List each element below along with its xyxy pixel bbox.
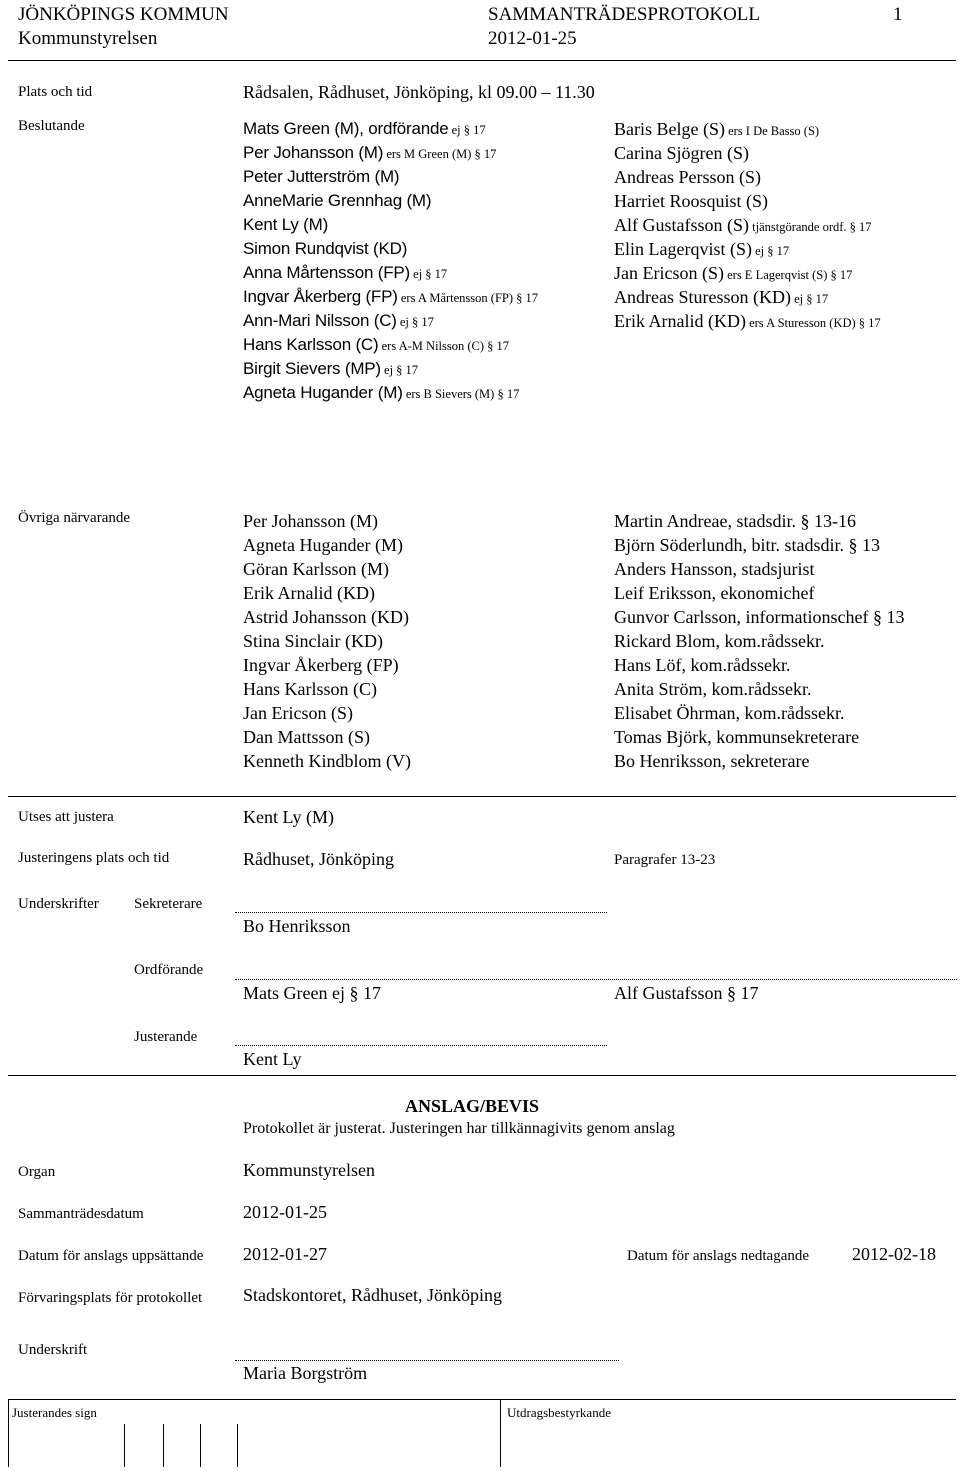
- person-name: Ann-Mari Nilsson (C): [243, 311, 397, 330]
- signatures-label: Underskrifter: [18, 896, 99, 912]
- chair-name-2: Alf Gustafsson § 17: [614, 983, 759, 1003]
- attendee: Leif Eriksson, ekonomichef: [614, 583, 815, 603]
- chair-role: Ordförande: [134, 962, 204, 978]
- person-name: Elin Lagerqvist (S): [614, 239, 752, 259]
- person-name: Agneta Hugander (M): [243, 383, 403, 402]
- person-name: Simon Rundqvist (KD): [243, 239, 408, 258]
- header-divider: [8, 60, 956, 61]
- attendee: Ingvar Åkerberg (FP): [243, 655, 399, 675]
- storage-label: Förvaringsplats för protokollet: [18, 1290, 203, 1306]
- adjust-place-value: Rådhuset, Jönköping: [243, 849, 394, 869]
- person-note: ej § 17: [410, 267, 448, 281]
- person-name: Kent Ly (M): [243, 215, 329, 234]
- footer-divider: [8, 1399, 956, 1400]
- decision-member: [614, 261, 881, 285]
- decision-label: Beslutande: [18, 118, 85, 134]
- footer-right-label: Utdragsbestyrkande: [507, 1405, 611, 1420]
- attendee: Dan Mattsson (S): [243, 727, 370, 747]
- signature-label: Underskrift: [18, 1342, 88, 1358]
- chair-name: Mats Green ej § 17: [243, 983, 381, 1003]
- decision-member: [243, 309, 538, 333]
- secretary-role: Sekreterare: [134, 896, 203, 912]
- person-note: ej § 17: [448, 123, 486, 137]
- adjuster-role: Justerande: [134, 1029, 198, 1045]
- paragraphs-label: Paragrafer 13-23: [614, 852, 716, 868]
- organ-label: Organ: [18, 1164, 56, 1180]
- person-note: ej § 17: [396, 315, 434, 329]
- footer-box-line: [8, 1399, 9, 1467]
- attendee: Hans Karlsson (C): [243, 679, 377, 699]
- others-right-list: [614, 509, 904, 773]
- meeting-date-label: Sammanträdesdatum: [18, 1206, 144, 1222]
- attendee: Astrid Johansson (KD): [243, 607, 409, 627]
- decision-member: [243, 237, 538, 261]
- person-name: Per Johansson (M): [243, 143, 384, 162]
- attendee: Hans Löf, kom.rådssekr.: [614, 655, 791, 675]
- meeting-date: 2012-01-25: [488, 28, 577, 49]
- person-note: ers A Mårtensson (FP) § 17: [397, 291, 539, 305]
- attendee: Anita Ström, kom.rådssekr.: [614, 679, 812, 699]
- attendee: Erik Arnalid (KD): [243, 583, 375, 603]
- attendee: Per Johansson (M): [243, 511, 378, 531]
- person-name: Carina Sjögren (S): [614, 143, 749, 163]
- person-name: Mats Green (M), ordförande: [243, 119, 449, 138]
- footer-box-line: [124, 1424, 125, 1467]
- others-left-list: [243, 509, 411, 773]
- decision-member: [243, 189, 538, 213]
- doc-type: SAMMANTRÄDESPROTOKOLL: [488, 4, 761, 25]
- adjust-value: Kent Ly (M): [243, 807, 334, 827]
- attendee: Agneta Hugander (M): [243, 535, 403, 555]
- signature-name: Maria Borgström: [243, 1363, 368, 1383]
- notice-divider: [8, 1075, 956, 1076]
- decision-member: [614, 237, 881, 261]
- footer-left-label: Justerandes sign: [12, 1405, 97, 1420]
- attendee: Rickard Blom, kom.rådssekr.: [614, 631, 825, 651]
- person-name: Andreas Persson (S): [614, 167, 761, 187]
- decision-member: [243, 285, 538, 309]
- person-name: Harriet Roosquist (S): [614, 191, 768, 211]
- person-name: Hans Karlsson (C): [243, 335, 379, 354]
- attendee: Bo Henriksson, sekreterare: [614, 751, 810, 771]
- attendee: Stina Sinclair (KD): [243, 631, 383, 651]
- adjuster-name: Kent Ly: [243, 1049, 302, 1069]
- person-note: ers E Lagerqvist (S) § 17: [723, 268, 853, 282]
- section-divider: [8, 796, 956, 797]
- person-note: ers M Green (M) § 17: [383, 147, 497, 161]
- person-name: Alf Gustafsson (S): [614, 215, 749, 235]
- page-number: 1: [893, 4, 903, 25]
- decision-left-list: [243, 117, 538, 405]
- person-name: Anna Mårtensson (FP): [243, 263, 411, 282]
- notice-signature-line: [235, 1360, 619, 1361]
- place-time-value: Rådsalen, Rådhuset, Jönköping, kl 09.00 – 11.30: [243, 82, 595, 102]
- attendee: Jan Ericson (S): [243, 703, 353, 723]
- adjust-label: Utses att justera: [18, 809, 114, 825]
- place-time-label: Plats och tid: [18, 84, 93, 100]
- footer-box-line: [163, 1424, 164, 1467]
- secretary-signature-line: [235, 912, 607, 913]
- person-note: ers B Sievers (M) § 17: [402, 387, 520, 401]
- posted-date-value: 2012-01-27: [243, 1244, 327, 1264]
- decision-member: [614, 165, 881, 189]
- person-note: ej § 17: [751, 244, 790, 258]
- removed-date-value: 2012-02-18: [852, 1244, 936, 1264]
- adjust-place-label: Justeringens plats och tid: [18, 850, 170, 866]
- footer-box-line: [237, 1424, 238, 1467]
- organ-value: Kommunstyrelsen: [243, 1160, 375, 1180]
- attendee: Kenneth Kindblom (V): [243, 751, 411, 771]
- person-name: Baris Belge (S): [614, 119, 725, 139]
- notice-title: ANSLAG/BEVIS: [405, 1096, 540, 1116]
- adjuster-signature-line: [235, 1045, 607, 1046]
- attendee: Tomas Björk, kommunsekreterare: [614, 727, 860, 747]
- person-name: Andreas Sturesson (KD): [614, 287, 791, 307]
- decision-member: [614, 309, 881, 333]
- secretary-name: Bo Henriksson: [243, 916, 351, 936]
- person-note: ej § 17: [380, 363, 419, 377]
- decision-member: [614, 189, 881, 213]
- decision-member: [614, 117, 881, 141]
- org-name: JÖNKÖPINGS KOMMUN: [18, 4, 229, 25]
- decision-member: [243, 333, 538, 357]
- footer-box-line: [200, 1424, 201, 1467]
- notice-text: Protokollet är justerat. Justeringen har tillkännagivits genom anslag: [243, 1120, 675, 1137]
- attendee: Björn Söderlundh, bitr. stadsdir. § 13: [614, 535, 881, 555]
- person-name: Erik Arnalid (KD): [614, 311, 746, 331]
- person-name: Jan Ericson (S): [614, 263, 724, 283]
- removed-date-label: Datum för anslags nedtagande: [627, 1248, 810, 1264]
- decision-member: [614, 285, 881, 309]
- decision-member: [243, 261, 538, 285]
- decision-right-list: [614, 117, 881, 333]
- person-note: ers A-M Nilsson (C) § 17: [378, 339, 510, 353]
- person-note: ej § 17: [790, 292, 829, 306]
- attendee: Anders Hansson, stadsjurist: [614, 559, 815, 579]
- decision-member: [243, 357, 538, 381]
- person-name: Ingvar Åkerberg (FP): [243, 287, 398, 306]
- meeting-date-value: 2012-01-25: [243, 1202, 327, 1222]
- attendee: Elisabet Öhrman, kom.rådssekr.: [614, 703, 845, 723]
- decision-member: [243, 141, 538, 165]
- committee-name: Kommunstyrelsen: [18, 28, 158, 49]
- others-label: Övriga närvarande: [18, 510, 131, 526]
- person-name: Birgit Sievers (MP): [243, 359, 381, 378]
- decision-member: [614, 141, 881, 165]
- person-note: tjänstgörande ordf. § 17: [749, 220, 872, 234]
- person-name: Peter Jutterström (M): [243, 167, 400, 186]
- person-name: AnneMarie Grennhag (M): [243, 191, 432, 210]
- decision-member: [243, 213, 538, 237]
- decision-member: [243, 165, 538, 189]
- posted-date-label: Datum för anslags uppsättande: [18, 1248, 204, 1264]
- person-note: ers I De Basso (S): [724, 124, 820, 138]
- chair-signature-line: [235, 979, 957, 980]
- attendee: Gunvor Carlsson, informationschef § 13: [614, 607, 905, 627]
- attendee: Martin Andreae, stadsdir. § 13-16: [614, 511, 856, 531]
- decision-member: [614, 213, 881, 237]
- footer-box-line: [500, 1399, 501, 1467]
- decision-member: [243, 381, 538, 405]
- storage-value: Stadskontoret, Rådhuset, Jönköping: [243, 1285, 502, 1305]
- person-note: ers A Sturesson (KD) § 17: [745, 316, 881, 330]
- decision-member: [243, 117, 538, 141]
- attendee: Göran Karlsson (M): [243, 559, 389, 579]
